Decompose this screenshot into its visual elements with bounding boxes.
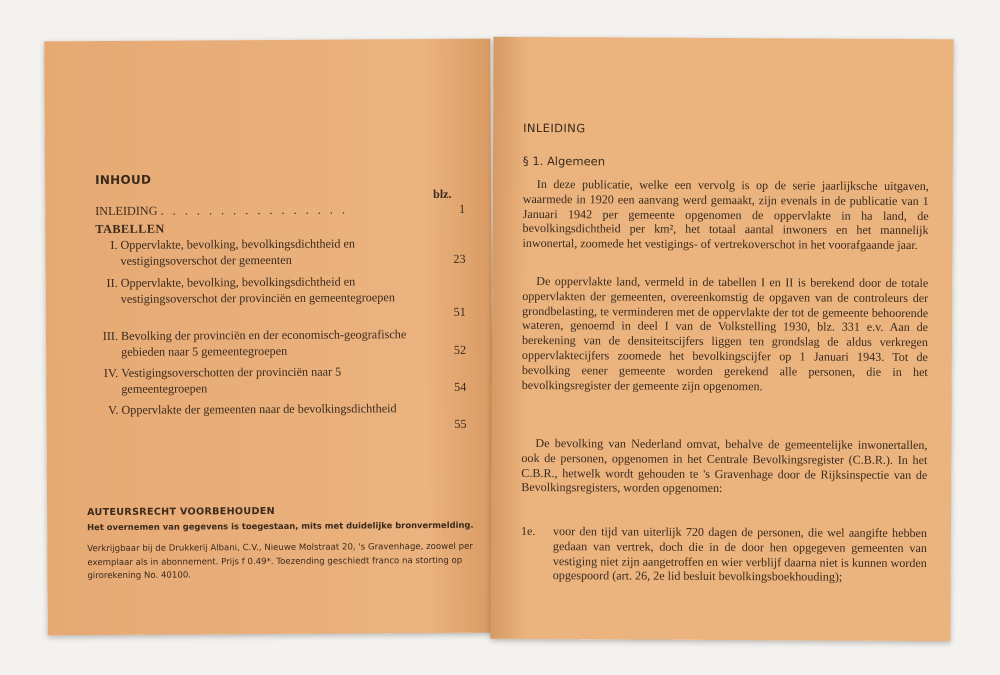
- toc-entry-table-5: [94, 401, 466, 437]
- toc-entry-text: Oppervlakte, bevolking, bevolkingsdichtheid en vestigingsoverschot der gemeenten: [120, 236, 356, 268]
- copyright-note: Het overnemen van gegevens is toegestaan, mits met duidelijke bronvermelding.: [87, 519, 474, 533]
- toc-entry-text: Vestigingsoverschotten der provinciën naar 5 gemeentegroepen: [121, 364, 342, 396]
- copyright-heading: AUTEURSRECHT VOORBEHOUDEN: [87, 505, 275, 519]
- toc-entry-page: 55: [454, 416, 467, 431]
- toc-entry-number: III.: [102, 328, 119, 344]
- toc-entry-table-4: [94, 364, 466, 400]
- toc-entry-page: 23: [453, 251, 466, 266]
- toc-entry-inleiding: [95, 202, 465, 220]
- list-item-label: 1e.: [520, 523, 536, 539]
- chapter-title: INLEIDING: [523, 120, 586, 136]
- imprint-text: Verkrijgbaar bij de Drukkerij Albani, C.V., Nieuwe Molstraat 20, 's Gravenhage, zoowel per exemplaar als in abonnement. Prijs f 0.49*. Toezending geschiedt franco na storting op girorekening No. 40100.: [87, 541, 473, 582]
- toc-entry-number: II.: [106, 275, 118, 290]
- right-page: [490, 37, 953, 641]
- page-column-label: blz.: [433, 186, 452, 201]
- toc-entry-number: I.: [110, 237, 118, 252]
- leader-dots: . . . . . . . . . . . . . . . .: [160, 202, 349, 218]
- toc-entry-text: Oppervlakte der gemeenten naar de bevolkingsdichtheid: [121, 401, 397, 417]
- toc-entry-page: 51: [453, 304, 466, 319]
- toc-entry-number: V.: [108, 402, 119, 417]
- toc-entry-page: 1: [459, 201, 466, 216]
- toc-entry-text: Bevolking der provinciën en der economisch-geografische gebieden naar 5 gemeentegroepen: [120, 327, 407, 359]
- toc-entry-page: 54: [454, 379, 467, 394]
- toc-entry-table-2: [94, 274, 466, 326]
- left-page: [44, 39, 494, 636]
- toc-entry-page: 52: [453, 342, 467, 357]
- toc-entry-label: INLEIDING: [95, 203, 158, 219]
- toc-entry-table-1: [93, 236, 465, 272]
- toc-entry-table-3: [94, 327, 466, 363]
- tabellen-heading: TABELLEN: [95, 221, 165, 237]
- toc-entry-number: IV.: [103, 365, 119, 381]
- paragraph-3: De bevolking van Nederland omvat, behalve de gemeentelijke inwonertallen, ook de personen, opgenomen in het Centrale Bevolkingsregister (C.B.R.). In het C.B.R., hetwelk wordt gehouden te 's Gravenhage door de Rijksinspectie van de Bevolkingsregisters, worden opgenomen:: [521, 436, 928, 496]
- section-heading: § 1. Algemeen: [522, 153, 606, 169]
- toc-heading: INHOUD: [94, 172, 152, 188]
- paragraph-1: In deze publicatie, welke een vervolg is op de serie jaarlijksche uitgaven, waarmede in 1920 een aanvang werd gemaakt, zijn evenals in de publicatie van 1 Januari 1942 per gemeente opgenomen de oppervlakte in ha land, de bevolkingsdichtheid per km², het totaal aantal inwoners en het mannelijk inwonertal, zoomede het vestigings- of vertrekoverschot in het voorafgaande jaar.: [522, 177, 929, 253]
- toc-entry-text: Oppervlakte, bevolking, bevolkingsdichtheid en vestigingsoverschot der provinciën en gemeentegroepen: [120, 274, 395, 306]
- list-item-text: voor den tijd van uiterlijk 720 dagen de personen, die wel aangifte hebben gedaan van vertrek, doch die in de door hen opgegeven gemeenten van vestiging niet zijn aangetroffen en wier verblijf daarna niet is kunnen worden opgespoord (art. 26, 2e lid besluit bevolkingsboekhouding);: [552, 524, 928, 585]
- list-item: [520, 523, 928, 585]
- paragraph-2: De oppervlakte land, vermeld in de tabellen I en II is berekend door de totale oppervlakten der gemeenten, overeenkomstig de opgaven van de controleurs der grondbelasting, te verminderen met de oppervlakte der tot de gemeente behoorende wateren, genoemd in deel I van de Volkstelling 1930, blz. 331 e.v. Aan de berekening van de densiteitscijfers liggen ten grondslag de aldus verkregen oppervlaktecijfers zoomede het bevolkingscijfer op 1 Januari 1943. Tot de bevolking eener gemeente worden gerekend alle personen, die in het bevolkingsregister der gemeente zijn opgenomen.: [521, 274, 929, 393]
